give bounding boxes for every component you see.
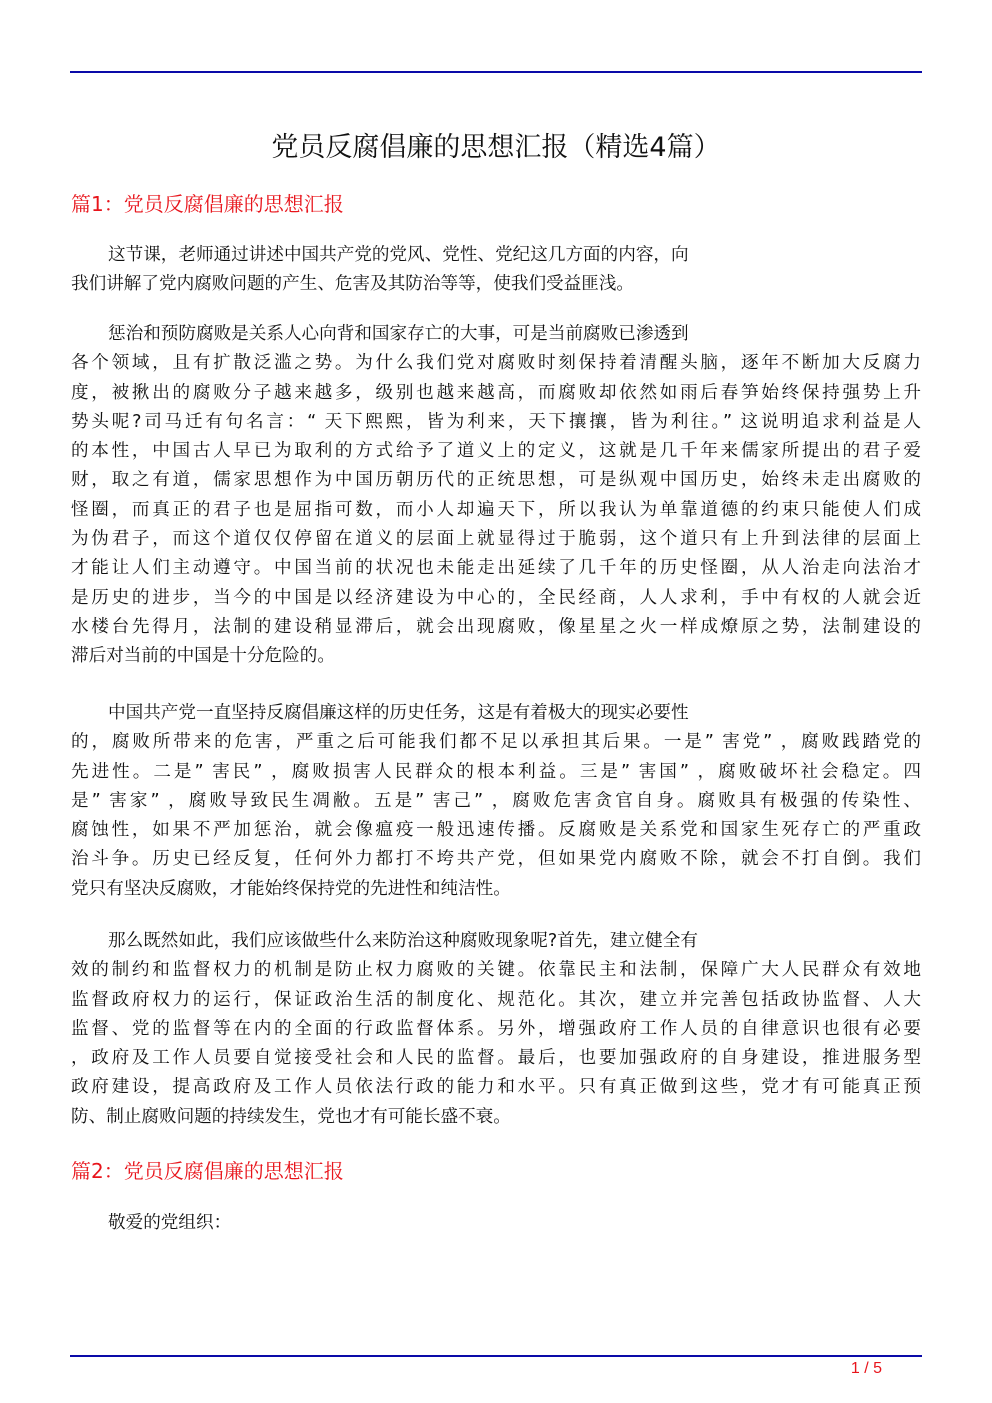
paragraph-line: 滞后对当前的中国是十分危险的。 bbox=[71, 646, 335, 667]
paragraph-line: 治斗争。历史已经反复，任何外力都打不垮共产党，但如果党内腐败不除，就会不打自倒。我们 bbox=[71, 849, 921, 870]
paragraph-line: 腐蚀性，如果不严加惩治，就会像瘟疫一般迅速传播。反腐败是关系党和国家生死存亡的严重政 bbox=[71, 820, 921, 841]
paragraph-line: 怪圈，而真正的君子也是屈指可数，而小人却遍天下，所以我认为单靠道德的约束只能使人们成 bbox=[71, 499, 921, 520]
paragraph-line: 政府建设，提高政府及工作人员依法行政的能力和水平。只有真正做到这些，党才有可能真正预 bbox=[71, 1077, 921, 1098]
paragraph-line: 先进性。二是” 害民” ，腐败损害人民群众的根本利益。三是” 害国” ，腐败破坏社会稳定。四 bbox=[71, 761, 921, 782]
paragraph bbox=[71, 699, 921, 904]
section-heading-2: 篇2：党员反腐倡廉的思想汇报 bbox=[71, 1159, 344, 1183]
paragraph-line: 监督政府权力的运行，保证政治生活的制度化、规范化。其次，建立并完善包括政协监督、人大 bbox=[71, 989, 921, 1010]
paragraph-line: 为伪君子，而这个道仅仅停留在道义的层面上就显得过于脆弱，这个道只有上升到法律的层面上 bbox=[71, 529, 921, 550]
paragraph-line: 效的制约和监督权力的机制是防止权力腐败的关键。依靠民主和法制，保障广大人民群众有效地 bbox=[71, 960, 921, 981]
paragraph-line: 是历史的进步，当今的中国是以经济建设为中心的，全民经商，人人求利，手中有权的人就会近 bbox=[71, 587, 921, 608]
paragraph-line: 党只有坚决反腐败，才能始终保持党的先进性和纯洁性。 bbox=[71, 878, 511, 899]
paragraph-line: 敬爱的党组织： bbox=[108, 1213, 232, 1233]
paragraph-line: 度，被揪出的腐败分子越来越多，级别也越来越高，而腐败却依然如雨后春笋始终保持强势上升 bbox=[71, 382, 921, 403]
paragraph-line: 才能让人们主动遵守。中国当前的状况也未能走出延续了几千年的历史怪圈，从人治走向法治才 bbox=[71, 558, 921, 579]
paragraph-line: 水楼台先得月，法制的建设稍显滞后，就会出现腐败，像星星之火一样成燎原之势，法制建设的 bbox=[71, 616, 921, 637]
paragraph bbox=[71, 1209, 921, 1238]
paragraph-line: 这节课，老师通过讲述中国共产党的党风、党性、党纪这几方面的内容，向 bbox=[108, 245, 689, 265]
page-number: 1 / 5 bbox=[850, 1360, 882, 1377]
paragraph-line: ，政府及工作人员要自觉接受社会和人民的监督。最后，也要加强政府的自身建设，推进服务型 bbox=[71, 1048, 921, 1069]
paragraph-line: 防、制止腐败问题的持续发生，党也才有可能长盛不衰。 bbox=[71, 1106, 511, 1127]
paragraph-line: 财，取之有道，儒家思想作为中国历朝历代的正统思想，可是纵观中国历史，始终未走出腐败的 bbox=[71, 470, 921, 491]
paragraph bbox=[71, 927, 921, 1132]
paragraph bbox=[71, 241, 921, 300]
paragraph-line: 那么既然如此，我们应该做些什么来防治这种腐败现象呢?首先，建立健全有 bbox=[108, 931, 698, 951]
paragraph-line: 我们讲解了党内腐败问题的产生、危害及其防治等等，使我们受益匪浅。 bbox=[71, 274, 635, 295]
paragraph-line: 的本性，中国古人早已为取利的方式给予了道义上的定义，这就是几千年来儒家所提出的君子爱 bbox=[71, 441, 921, 462]
paragraph-line: 各个领域，且有扩散泛滥之势。为什么我们党对腐败时刻保持着清醒头脑，逐年不断加大反腐力 bbox=[71, 353, 921, 374]
section-heading-1: 篇1：党员反腐倡廉的思想汇报 bbox=[71, 192, 344, 216]
paragraph-line: 惩治和预防腐败是关系人心向背和国家存亡的大事，可是当前腐败已渗透到 bbox=[108, 324, 689, 344]
paragraph-line: 的，腐败所带来的危害，严重之后可能我们都不足以承担其后果。一是” 害党” ，腐败践踏党的 bbox=[71, 732, 921, 753]
paragraph-line: 势头呢?司马迁有句名言：“ 天下熙熙，皆为利来，天下攘攘，皆为利往。” 这说明追求利益是人 bbox=[71, 411, 921, 432]
footer-divider bbox=[70, 1355, 922, 1357]
paragraph bbox=[71, 320, 921, 672]
paragraph-line: 中国共产党一直坚持反腐倡廉这样的历史任务，这是有着极大的现实必要性 bbox=[108, 703, 689, 723]
paragraph-line: 是” 害家” ，腐败导致民生凋敝。五是” 害己” ，腐败危害贪官自身。腐败具有极强的传染性、 bbox=[71, 790, 921, 811]
header-divider bbox=[70, 71, 922, 73]
document-title: 党员反腐倡廉的思想汇报（精选4篇） bbox=[271, 132, 721, 163]
paragraph-line: 监督、党的监督等在内的全面的行政监督体系。另外，增强政府工作人员的自律意识也很有必要 bbox=[71, 1018, 921, 1039]
